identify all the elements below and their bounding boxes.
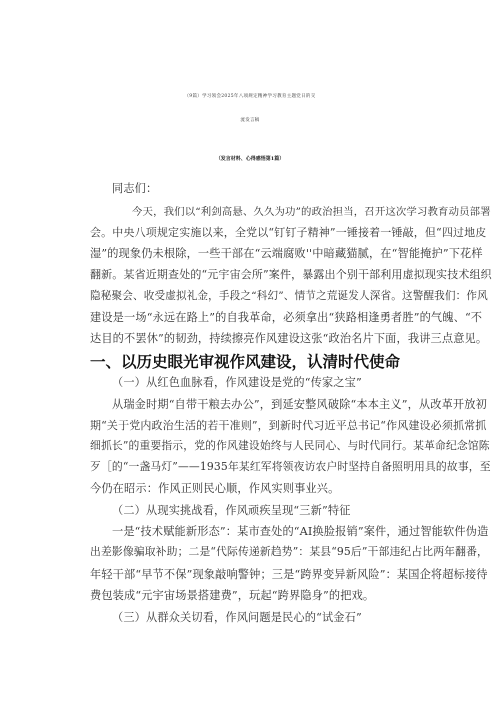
intro-line: 今天，我们以“利剑高悬、久久为功”的政治担当，召开这次学习教育动员部署: [132, 206, 491, 218]
intro-line: 隐秘聚会、收受虚拟礼金，手段之“科幻”、情节之荒诞发人深省。这警醒我们：作风: [90, 290, 488, 302]
subsection-heading: （二）从现实挑战看，作风顽疾呈现“三新”特征: [112, 504, 351, 517]
body-line: 费包装成“元宇宙场景搭建费”，玩起“跨界隐身”的把戏。: [90, 589, 375, 602]
body-line: 歹［的“一盏马灯”——1935年某红军将领夜访农户时坚持自备照明用具的故事，至: [90, 460, 491, 473]
body-line: 一是“技术赋能新形态”：某市查处的“AI换脸报销”案件，通过智能软件伪造: [112, 525, 489, 538]
body-line: 年轻干部“早节不保”现象敲响警钟；三是“跨界变异新风险”：某国企将超标接待: [90, 568, 488, 581]
document-subtitle: （发言材料、心得感悟第1篇）: [215, 156, 285, 162]
body-line: 期“关于党内政治生活的若干准则”，到新时代习近平总书记“作风建设必须抓常抓: [90, 419, 487, 432]
intro-line: 翻新。某省近期查处的“元宇宙会所”案件，暴露出个别干部利用虚拟现实技术组织: [90, 268, 492, 281]
body-line: 出差影像骗取补助；二是“代际传递新趋势”：某县“95后”干部违纪占比两年翻番，: [90, 545, 488, 558]
body-line: 细抓长”的重要指示，党的作风建设始终与人民同心、与时代同行。某革命纪念馆陈: [90, 439, 490, 452]
intro-line: 会。中央八项规定实施以来，全党以“钉钉子精神”一锤接着一锤敲，但“四过地皮: [90, 226, 487, 239]
intro-line: 建设是一场“永远在路上”的自我革命，必须拿出“狭路相逢勇者胜”的气魄、“不: [90, 311, 483, 324]
intro-line: 湿”的现象仍未根除，一些干部在“云端腐败''中暗藏猫腻，在“智能掩护”下花样: [90, 247, 483, 260]
section-heading: 一、以历史眼光审视作风建设，认清时代使命: [90, 353, 401, 371]
greeting: 同志们：: [112, 182, 158, 195]
subsection-heading: （三）从群众关切看，作风问题是民心的“试金石”: [112, 611, 362, 624]
intro-line: 达目的不罢休”的韧劲，持续擦亮作风建设这张“政治名片下面，我讲三点意见。: [90, 332, 488, 345]
body-line: 从瑞金时期“自带干粮去办公”，到延安整风破除“本本主义”，从改革开放初: [112, 398, 487, 411]
document-title-continued: 流发言稿: [240, 118, 260, 123]
subsection-heading: （一）从红色血脉看，作风建设是党的“传家之宝”: [112, 376, 362, 389]
document-title: （9篇）学习领会2025年八项规定精神学习教育主题党日的交: [184, 94, 316, 99]
body-line: 今仍在昭示：作风正则民心顺，作风实则事业兴。: [90, 482, 340, 495]
